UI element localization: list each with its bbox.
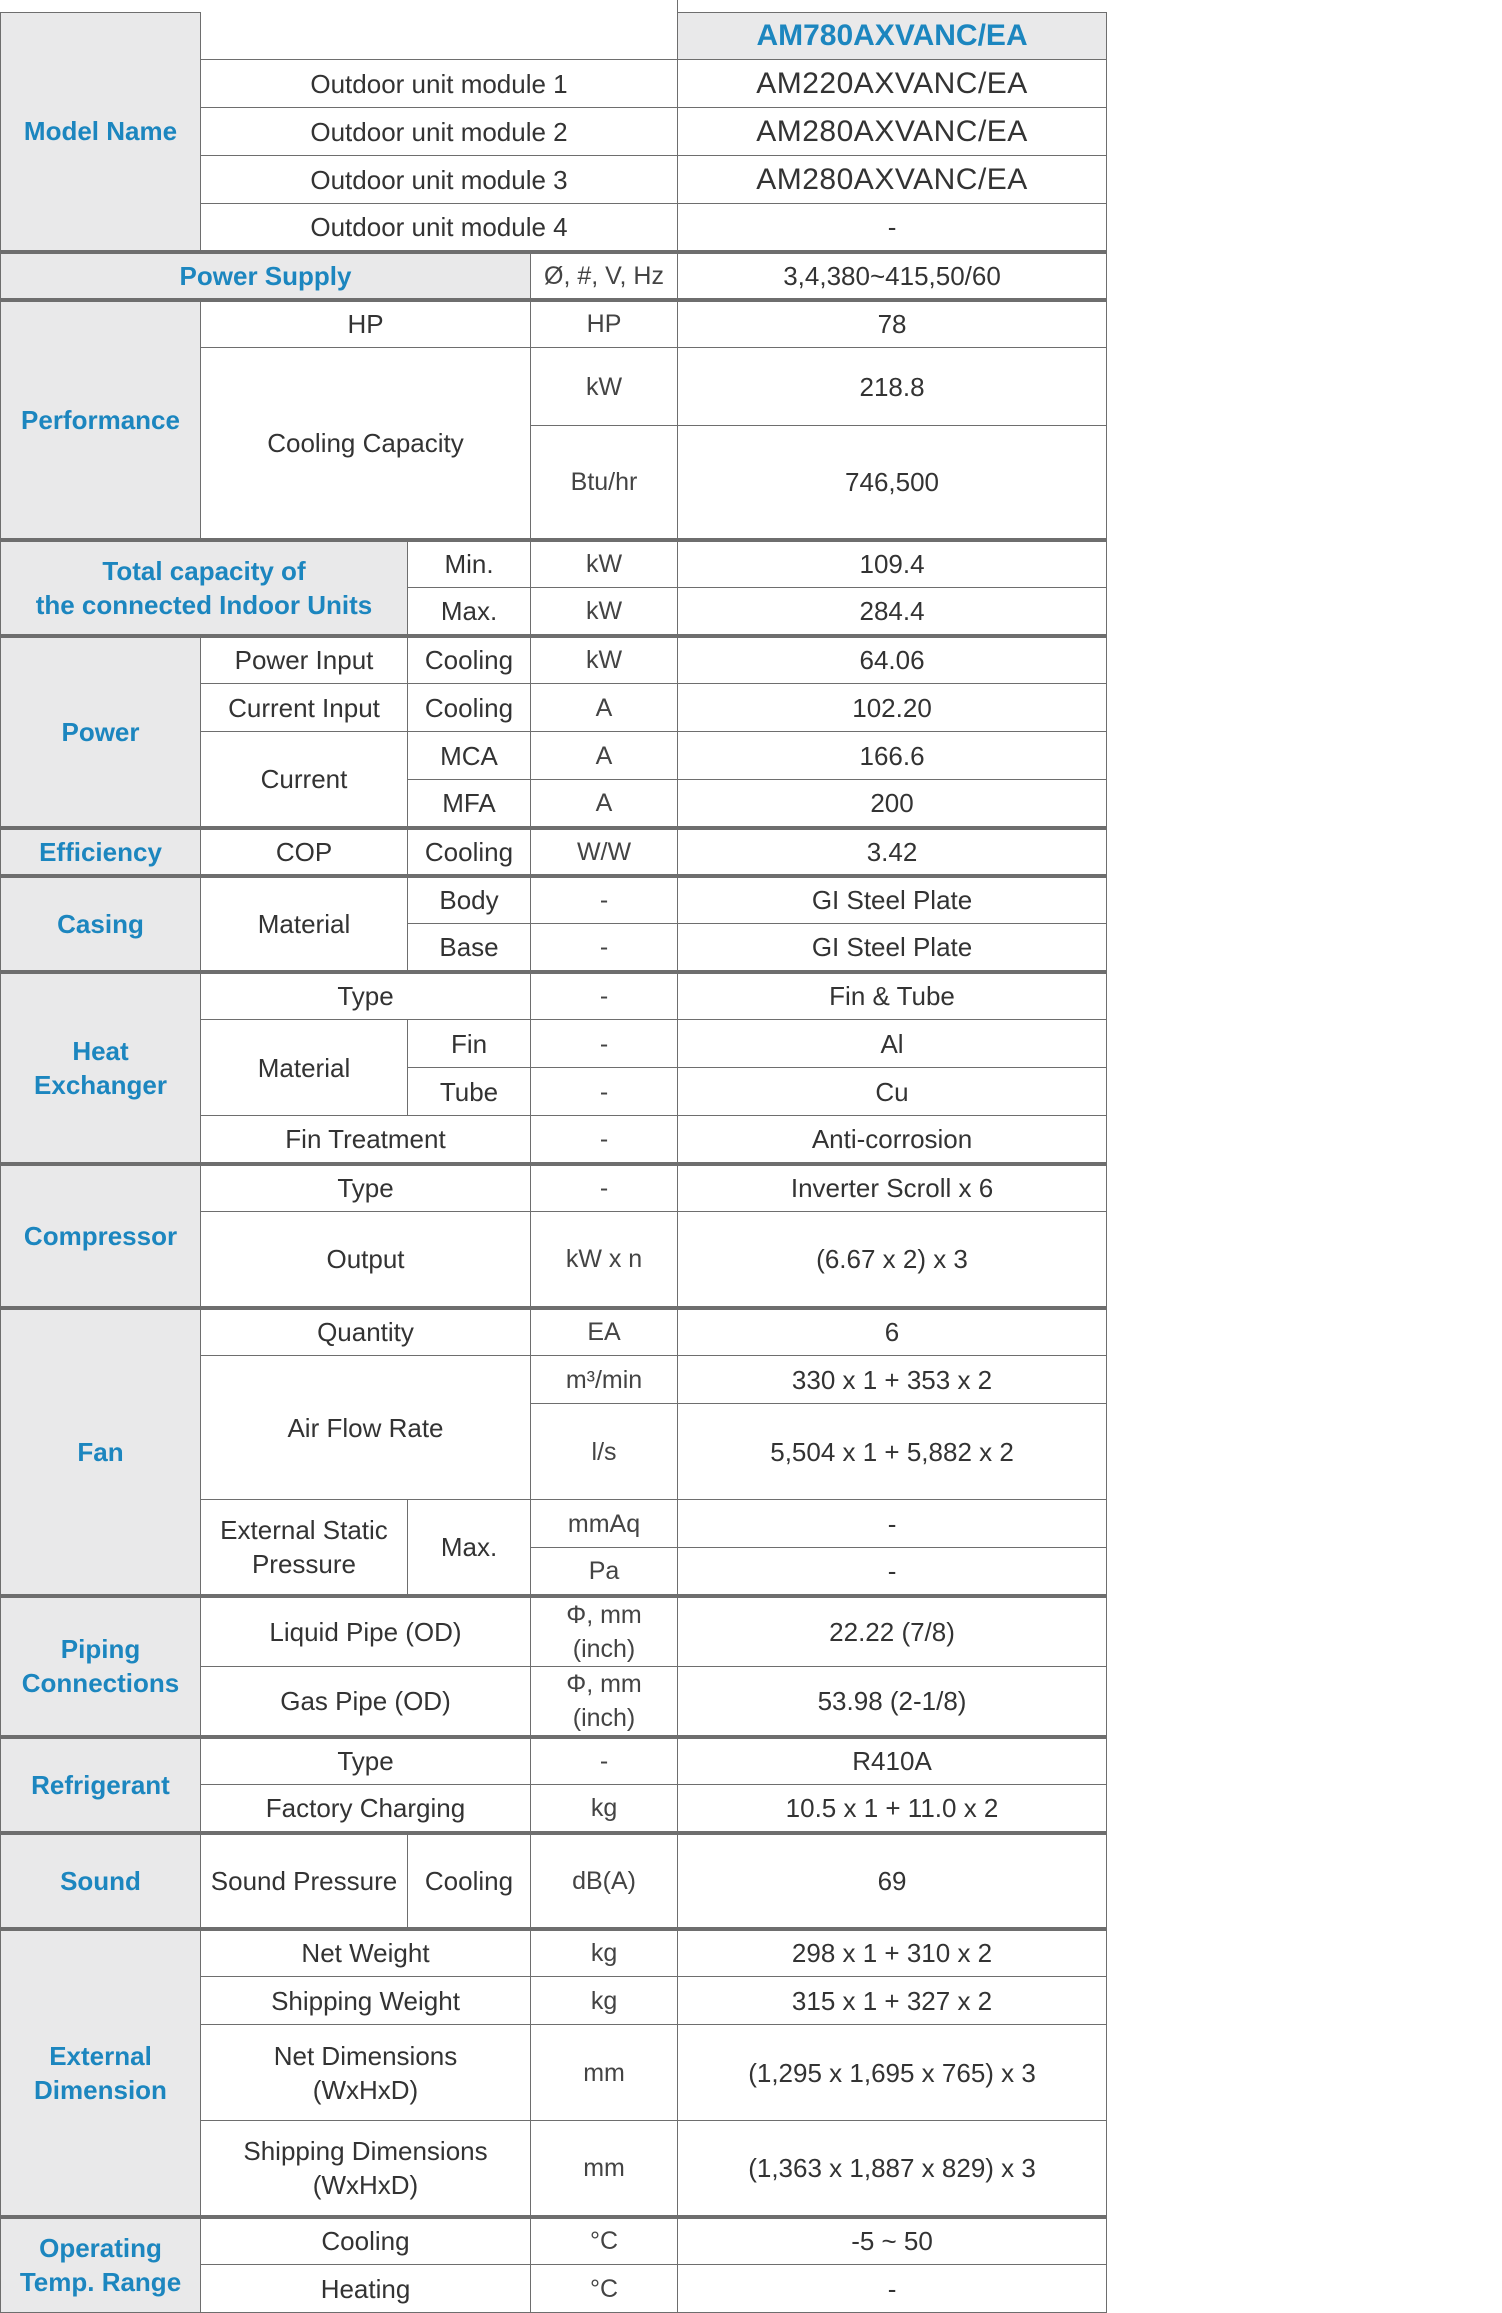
unit-cell: - <box>531 1737 678 1785</box>
value-cell: 315 x 1 + 327 x 2 <box>678 1977 1107 2025</box>
value-cell: 218.8 <box>678 348 1107 426</box>
unit-cell: A <box>531 780 678 828</box>
sound-category: Sound <box>1 1833 201 1929</box>
module-label: Outdoor unit module 4 <box>201 204 678 252</box>
value-cell: Inverter Scroll x 6 <box>678 1164 1107 1212</box>
operating-cooling-row <box>1 2217 1107 2265</box>
unit-cell: kW x n <box>531 1212 678 1308</box>
unit-cell: - <box>531 1164 678 1212</box>
value-cell: 284.4 <box>678 588 1107 636</box>
unit-cell: Φ, mm (inch) <box>531 1596 678 1667</box>
max-label: Max. <box>408 588 531 636</box>
net-dimensions-line1: Net Dimensions <box>273 2040 458 2071</box>
type-label: Type <box>201 1164 531 1212</box>
module-label: Outdoor unit module 1 <box>201 60 678 108</box>
shipping-dimensions-label <box>201 2121 531 2217</box>
total-capacity-min-row <box>1 540 1107 588</box>
compressor-category: Compressor <box>1 1164 201 1308</box>
refrigerant-category: Refrigerant <box>1 1737 201 1833</box>
piping-line2: Connections <box>21 1668 180 1698</box>
piping-category <box>1 1596 201 1737</box>
current-label: Current <box>201 732 408 828</box>
liquid-pipe-row <box>1 1596 1107 1667</box>
efficiency-row <box>1 828 1107 876</box>
value-cell: Cu <box>678 1068 1107 1116</box>
operating-temp-line2: Temp. Range <box>19 2267 182 2298</box>
material-label: Material <box>201 1020 408 1116</box>
net-dimensions-line2: (WxHxD) <box>312 2074 419 2105</box>
value-cell: - <box>678 2265 1107 2313</box>
min-label: Min. <box>408 540 531 588</box>
current-input-label: Current Input <box>201 684 408 732</box>
mode-label: Cooling <box>408 636 531 684</box>
shipping-dimensions-line1: Shipping Dimensions <box>243 2135 488 2166</box>
unit-cell: - <box>531 1068 678 1116</box>
shipping-dimensions-line2: (WxHxD) <box>312 2169 419 2200</box>
sound-pressure-label: Sound Pressure <box>201 1833 408 1929</box>
sound-row <box>1 1833 1107 1929</box>
piping-line1: Piping <box>60 1634 141 1664</box>
value-cell: 64.06 <box>678 636 1107 684</box>
unit-cell: dB(A) <box>531 1833 678 1929</box>
value-cell: Fin & Tube <box>678 972 1107 1020</box>
unit-cell: °C <box>531 2217 678 2265</box>
performance-hp-row <box>1 300 1107 348</box>
compressor-type-row <box>1 1164 1107 1212</box>
factory-charging-label: Factory Charging <box>201 1785 531 1833</box>
mode-label: Cooling <box>408 828 531 876</box>
heat-exchanger-line2: Exchanger <box>34 1069 167 1100</box>
model-name-category: Model Name <box>1 13 201 252</box>
type-label: Type <box>201 972 531 1020</box>
fin-treatment-label: Fin Treatment <box>201 1116 531 1164</box>
value-cell: GI Steel Plate <box>678 924 1107 972</box>
unit-cell: - <box>531 1020 678 1068</box>
main-model-value: AM780AXVANC/EA <box>678 13 1107 60</box>
power-category: Power <box>1 636 201 828</box>
value-cell: 22.22 (7/8) <box>678 1596 1107 1667</box>
heat-exchanger-line1: Heat <box>72 1035 129 1066</box>
power-input-label: Power Input <box>201 636 408 684</box>
mode-label: Cooling <box>408 684 531 732</box>
value-cell: -5 ~ 50 <box>678 2217 1107 2265</box>
esp-label-line2: Pressure <box>251 1548 357 1579</box>
model-name-row <box>1 13 1107 60</box>
external-dimension-line2: Dimension <box>34 2074 167 2105</box>
value-cell: 298 x 1 + 310 x 2 <box>678 1929 1107 1977</box>
value-cell: (6.67 x 2) x 3 <box>678 1212 1107 1308</box>
value-cell: 3.42 <box>678 828 1107 876</box>
value-cell: 78 <box>678 300 1107 348</box>
value-cell: 746,500 <box>678 426 1107 540</box>
cooling-capacity-label: Cooling Capacity <box>201 348 531 540</box>
output-label: Output <box>201 1212 531 1308</box>
value-cell: 3,4,380~415,50/60 <box>678 252 1107 300</box>
unit-cell: Φ, mm (inch) <box>531 1666 678 1737</box>
mfa-label: MFA <box>408 780 531 828</box>
value-cell: 200 <box>678 780 1107 828</box>
unit-cell: °C <box>531 2265 678 2313</box>
unit-cell: kW <box>531 636 678 684</box>
unit-cell: mm <box>531 2025 678 2121</box>
operating-temp-category <box>1 2217 201 2313</box>
tube-label: Tube <box>408 1068 531 1116</box>
heat-exchanger-category <box>1 972 201 1164</box>
fin-label: Fin <box>408 1020 531 1068</box>
performance-category: Performance <box>1 300 201 540</box>
external-dimension-category <box>1 1929 201 2217</box>
value-cell: 53.98 (2-1/8) <box>678 1666 1107 1737</box>
power-supply-row <box>1 252 1107 300</box>
unit-cell: m³/min <box>531 1356 678 1404</box>
refrigerant-type-row <box>1 1737 1107 1785</box>
unit-cell: l/s <box>531 1404 678 1500</box>
unit-cell: mmAq <box>531 1500 678 1548</box>
heat-exchanger-type-row <box>1 972 1107 1020</box>
external-dimension-line1: External <box>49 2040 152 2071</box>
unit-cell: A <box>531 684 678 732</box>
value-cell: R410A <box>678 1737 1107 1785</box>
material-label: Material <box>201 876 408 972</box>
unit-cell: Btu/hr <box>531 426 678 540</box>
unit-cell: W/W <box>531 828 678 876</box>
unit-cell: - <box>531 1116 678 1164</box>
cop-label: COP <box>201 828 408 876</box>
module-value: AM220AXVANC/EA <box>678 60 1107 108</box>
value-cell: - <box>678 1500 1107 1548</box>
esp-label <box>201 1500 408 1596</box>
body-label: Body <box>408 876 531 924</box>
unit-cell: - <box>531 924 678 972</box>
shipping-weight-label: Shipping Weight <box>201 1977 531 2025</box>
cooling-label: Cooling <box>201 2217 531 2265</box>
unit-cell: kg <box>531 1785 678 1833</box>
unit-cell: A <box>531 732 678 780</box>
total-capacity-category <box>1 540 408 636</box>
blank-cell <box>201 13 678 60</box>
fan-category: Fan <box>1 1308 201 1596</box>
module-label: Outdoor unit module 2 <box>201 108 678 156</box>
unit-cell: kW <box>531 588 678 636</box>
base-label: Base <box>408 924 531 972</box>
max-label: Max. <box>408 1500 531 1596</box>
quantity-label: Quantity <box>201 1308 531 1356</box>
gas-pipe-label: Gas Pipe (OD) <box>201 1666 531 1737</box>
value-cell: GI Steel Plate <box>678 876 1107 924</box>
specification-table <box>0 12 1107 2313</box>
value-cell: Anti-corrosion <box>678 1116 1107 1164</box>
value-cell: (1,295 x 1,695 x 765) x 3 <box>678 2025 1107 2121</box>
mca-label: MCA <box>408 732 531 780</box>
efficiency-category: Efficiency <box>1 828 201 876</box>
casing-body-row <box>1 876 1107 924</box>
unit-cell: EA <box>531 1308 678 1356</box>
value-cell: 6 <box>678 1308 1107 1356</box>
module-value: AM280AXVANC/EA <box>678 108 1107 156</box>
unit-cell: Ø, #, V, Hz <box>531 252 678 300</box>
module-label: Outdoor unit module 3 <box>201 156 678 204</box>
unit-cell: Pa <box>531 1548 678 1596</box>
total-capacity-line2: the connected Indoor Units <box>35 589 373 620</box>
type-label: Type <box>201 1737 531 1785</box>
value-cell: (1,363 x 1,887 x 829) x 3 <box>678 2121 1107 2217</box>
value-cell: 166.6 <box>678 732 1107 780</box>
unit-cell: HP <box>531 300 678 348</box>
unit-cell: kW <box>531 540 678 588</box>
fan-quantity-row <box>1 1308 1107 1356</box>
unit-cell: kg <box>531 1929 678 1977</box>
liquid-pipe-label: Liquid Pipe (OD) <box>201 1596 531 1667</box>
unit-cell: - <box>531 876 678 924</box>
module-value: - <box>678 204 1107 252</box>
value-cell: 330 x 1 + 353 x 2 <box>678 1356 1107 1404</box>
total-capacity-line1: Total capacity of <box>102 555 306 586</box>
unit-cell: - <box>531 972 678 1020</box>
value-cell: 5,504 x 1 + 5,882 x 2 <box>678 1404 1107 1500</box>
unit-cell: kg <box>531 1977 678 2025</box>
value-cell: - <box>678 1548 1107 1596</box>
esp-label-line1: External Static <box>220 1514 388 1545</box>
hp-label: HP <box>201 300 531 348</box>
value-cell: 10.5 x 1 + 11.0 x 2 <box>678 1785 1107 1833</box>
mode-label: Cooling <box>408 1833 531 1929</box>
value-cell: 102.20 <box>678 684 1107 732</box>
net-weight-row <box>1 1929 1107 1977</box>
module-value: AM280AXVANC/EA <box>678 156 1107 204</box>
heating-label: Heating <box>201 2265 531 2313</box>
power-input-row <box>1 636 1107 684</box>
unit-cell: kW <box>531 348 678 426</box>
net-weight-label: Net Weight <box>201 1929 531 1977</box>
value-cell: Al <box>678 1020 1107 1068</box>
operating-temp-line1: Operating <box>39 2233 162 2264</box>
value-cell: 69 <box>678 1833 1107 1929</box>
value-cell: 109.4 <box>678 540 1107 588</box>
top-divider-line <box>677 0 678 12</box>
casing-category: Casing <box>1 876 201 972</box>
unit-cell: mm <box>531 2121 678 2217</box>
air-flow-label: Air Flow Rate <box>201 1356 531 1500</box>
net-dimensions-label <box>201 2025 531 2121</box>
power-supply-category: Power Supply <box>1 252 531 300</box>
